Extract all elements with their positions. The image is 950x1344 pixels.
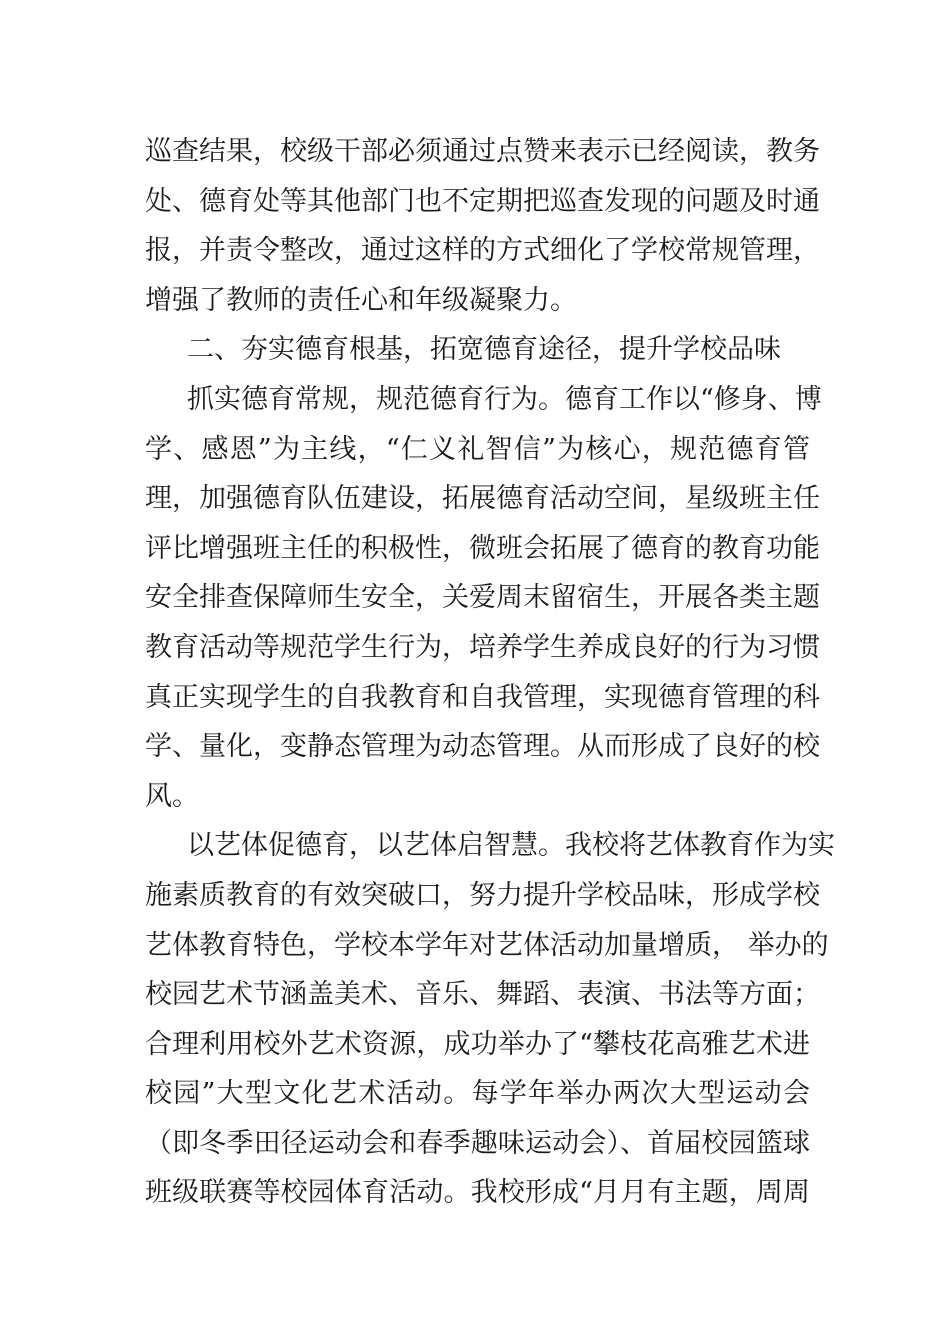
paragraph-line: 抓实德育常规，规范德育行为。德育工作以“修身、博	[187, 383, 822, 415]
paragraph-line: 巡查结果，校级干部必须通过点赞来表示已经阅读，教务	[145, 136, 820, 167]
paragraph-line: 增强了教师的责任心和年级凝聚力。	[145, 284, 577, 316]
paragraph-line: 处、德育处等其他部门也不定期把巡查发现的问题及时通	[145, 185, 820, 217]
section-heading: 二、夯实德育根基，拓宽德育途径，提升学校品味	[187, 334, 781, 366]
paragraph-line: 真正实现学生的自我教育和自我管理，实现德育管理的科	[145, 681, 820, 713]
paragraph-line: 学、感恩”为主线，“仁义礼智信”为核心，规范德育管	[145, 433, 810, 465]
paragraph-line: 艺体教育特色，学校本学年对艺体活动加量增质， 举办的	[145, 929, 829, 961]
paragraph-line: 安全排查保障师生安全，关爱周末留宿生，开展各类主题	[145, 582, 820, 614]
paragraph-line: 学、量化，变静态管理为动态管理。从而形成了良好的校	[145, 731, 820, 763]
paragraph-line: 班级联赛等校园体育活动。我校形成“月月有主题，周周	[145, 1177, 810, 1209]
paragraph-line: 教育活动等规范学生行为，培养学生养成良好的行为习惯	[145, 631, 820, 663]
paragraph-line: 评比增强班主任的积极性，微班会拓展了德育的教育功能	[145, 532, 820, 564]
paragraph-line: 校园艺术节涵盖美术、音乐、舞蹈、表演、书法等方面；	[145, 979, 820, 1011]
paragraph-line: 施素质教育的有效突破口，努力提升学校品味，形成学校	[145, 879, 820, 911]
paragraph-line: 合理利用校外艺术资源，成功举办了“攀枝花高雅艺术进	[145, 1028, 810, 1060]
paragraph-line: 校园”大型文化艺术活动。每学年举办两次大型运动会	[145, 1078, 810, 1110]
paragraph-line: 以艺体促德育，以艺体启智慧。我校将艺体教育作为实	[187, 830, 835, 862]
document-body	[145, 127, 835, 1218]
paragraph-line: 理，加强德育队伍建设，拓展德育活动空间，星级班主任	[145, 483, 820, 515]
paragraph-line: 风。	[145, 780, 199, 812]
paragraph-line: 报，并责令整改，通过这样的方式细化了学校常规管理，	[145, 235, 820, 267]
paragraph-line: （即冬季田径运动会和春季趣味运动会）、首届校园篮球	[145, 1127, 810, 1159]
